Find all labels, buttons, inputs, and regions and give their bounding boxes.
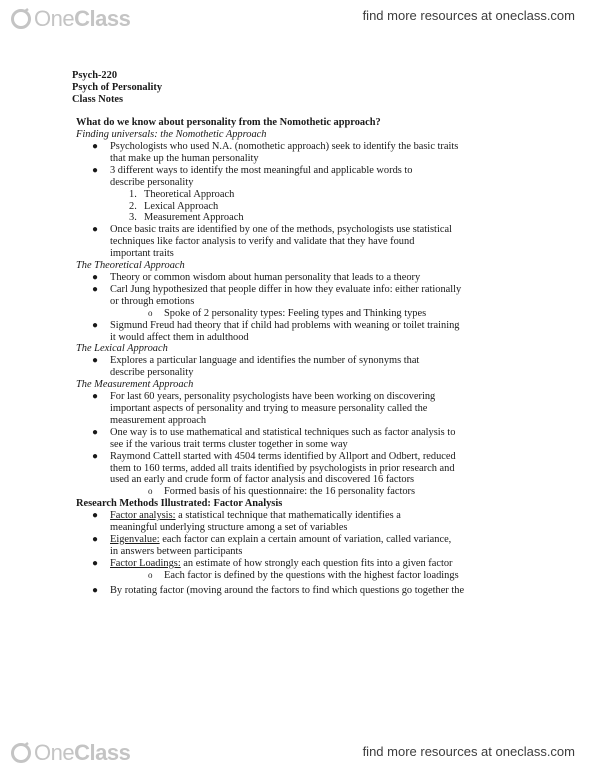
- bullet-continuation: describe personality: [110, 367, 194, 379]
- term-factor-analysis: Factor analysis:: [110, 510, 176, 522]
- logo-text-one: One: [34, 6, 75, 31]
- logo-text-class: Class: [74, 740, 131, 765]
- top-tagline-link[interactable]: find more resources at oneclass.com: [362, 8, 575, 23]
- bullet-item: ● 3 different ways to identify the most meaningful and applicable words to: [92, 164, 413, 176]
- bullet-icon: ●: [92, 283, 99, 295]
- sub-bullet-item: o Each factor is defined by the questions with the highest factor loadings: [148, 569, 459, 581]
- bullet-continuation: them to 160 terms, added all traits identified by psychologists in prior research and: [110, 462, 455, 474]
- bullet-item: ● By rotating factor (moving around the factors to find which questions go together the: [92, 584, 465, 596]
- research-methods-heading: Research Methods Illustrated: Factor Analysis: [76, 498, 283, 510]
- bullet-item: ● For last 60 years, personality psychologists have been working on discovering: [92, 391, 436, 403]
- bullet-continuation: meaningful underlying structure among a set of variables: [110, 522, 348, 534]
- term-eigenvalue: Eigenvalue:: [110, 533, 160, 545]
- bullet-icon: ●: [92, 510, 99, 522]
- bullet-continuation: or through emotions: [110, 295, 195, 307]
- term-factor-loadings: Factor Loadings:: [110, 557, 181, 569]
- sub-bullet-item: o Formed basis of his questionnaire: the 16 personality factors: [148, 486, 416, 498]
- bullet-continuation: important traits: [110, 248, 174, 260]
- bullet-item: ● Explores a particular language and identifies the number of synonyms that: [92, 355, 420, 367]
- circle-bullet-icon: o: [148, 486, 153, 497]
- bullet-continuation: measurement approach: [110, 414, 207, 426]
- sub-bullet-item: o Spoke of 2 personality types: Feeling types and Thinking types: [148, 307, 427, 319]
- bullet-continuation: it would affect them in adulthood: [110, 331, 249, 343]
- bullet-continuation: used an early and crude form of factor analysis and discovered 16 factors: [110, 474, 415, 486]
- bullet-continuation: in answers between participants: [110, 545, 243, 557]
- circle-bullet-icon: o: [148, 569, 153, 580]
- notes-type: Class Notes: [72, 93, 124, 105]
- bullet-icon: ●: [92, 391, 99, 403]
- bullet-continuation: important aspects of personality and trying to measure personality called the: [110, 402, 428, 414]
- bullet-continuation: that make up the human personality: [110, 152, 259, 164]
- bullet-item: ● One way is to use mathematical and statistical techniques such as factor analysis to: [92, 426, 456, 438]
- bullet-icon: ●: [92, 355, 99, 367]
- circle-bullet-icon: o: [148, 307, 153, 318]
- bullet-item: ● Eigenvalue: each factor can explain a certain amount of variation, called variance,: [92, 533, 452, 545]
- oneclass-logo-footer[interactable]: [10, 740, 130, 766]
- oneclass-logo[interactable]: [10, 6, 130, 32]
- course-code: Psych-220: [72, 70, 118, 81]
- bullet-item: ● Psychologists who used N.A. (nomothetic approach) seek to identify the basic traits: [92, 141, 459, 153]
- bullet-icon: ●: [92, 557, 99, 569]
- bullet-item: ● Sigmund Freud had theory that if child had problems with weaning or toilet training: [92, 319, 460, 331]
- bullet-icon: ●: [92, 533, 99, 545]
- bullet-icon: ●: [92, 224, 99, 236]
- section-universals: Finding universals: the Nomothetic Approach: [76, 129, 267, 141]
- numbered-item: 3. Measurement Approach: [129, 212, 244, 224]
- bullet-icon: ●: [92, 164, 99, 176]
- bottom-tagline-link[interactable]: find more resources at oneclass.com: [362, 744, 575, 759]
- bottom-banner: [0, 738, 595, 770]
- bullet-item: ● Raymond Cattell started with 4504 terms identified by Allport and Odbert, reduced: [92, 450, 456, 462]
- bullet-icon: ●: [92, 584, 99, 596]
- section-theoretical: The Theoretical Approach: [76, 260, 185, 272]
- bullet-icon: ●: [92, 141, 99, 153]
- numbered-item: 2. Lexical Approach: [129, 200, 219, 212]
- bullet-continuation: describe personality: [110, 176, 194, 188]
- logo-text-class: Class: [74, 6, 131, 31]
- section-measurement: The Measurement Approach: [76, 379, 194, 391]
- oneclass-logo-icon: [10, 8, 32, 30]
- bullet-continuation: techniques like factor analysis to verify and validate that they have found: [110, 236, 415, 248]
- section-lexical: The Lexical Approach: [76, 343, 168, 355]
- bullet-item: ● Carl Jung hypothesized that people differ in how they evaluate info: either rationally: [92, 283, 462, 295]
- oneclass-logo-icon: [10, 742, 32, 764]
- numbered-item: 1. Theoretical Approach: [129, 188, 235, 200]
- bullet-item: ● Theory or common wisdom about human personality that leads to a theory: [92, 272, 421, 283]
- bullet-icon: ●: [92, 426, 99, 438]
- bullet-item: ● Factor analysis: a statistical technique that mathematically identifies a: [92, 510, 401, 522]
- bullet-icon: ●: [92, 319, 99, 331]
- bullet-continuation: see if the various trait terms cluster together in some way: [110, 438, 348, 450]
- course-title: Psych of Personality: [72, 81, 163, 93]
- logo-text-one: One: [34, 740, 75, 765]
- bullet-item: ● Once basic traits are identified by one of the methods, psychologists use statistical: [92, 224, 452, 236]
- document-body: [72, 70, 522, 596]
- top-banner: [0, 0, 595, 34]
- bullet-icon: ●: [92, 272, 99, 283]
- bullet-icon: ●: [92, 450, 99, 462]
- bullet-item: ● Factor Loadings: an estimate of how strongly each question fits into a given factor: [92, 557, 453, 569]
- question-heading: What do we know about personality from the Nomothetic approach?: [76, 117, 381, 129]
